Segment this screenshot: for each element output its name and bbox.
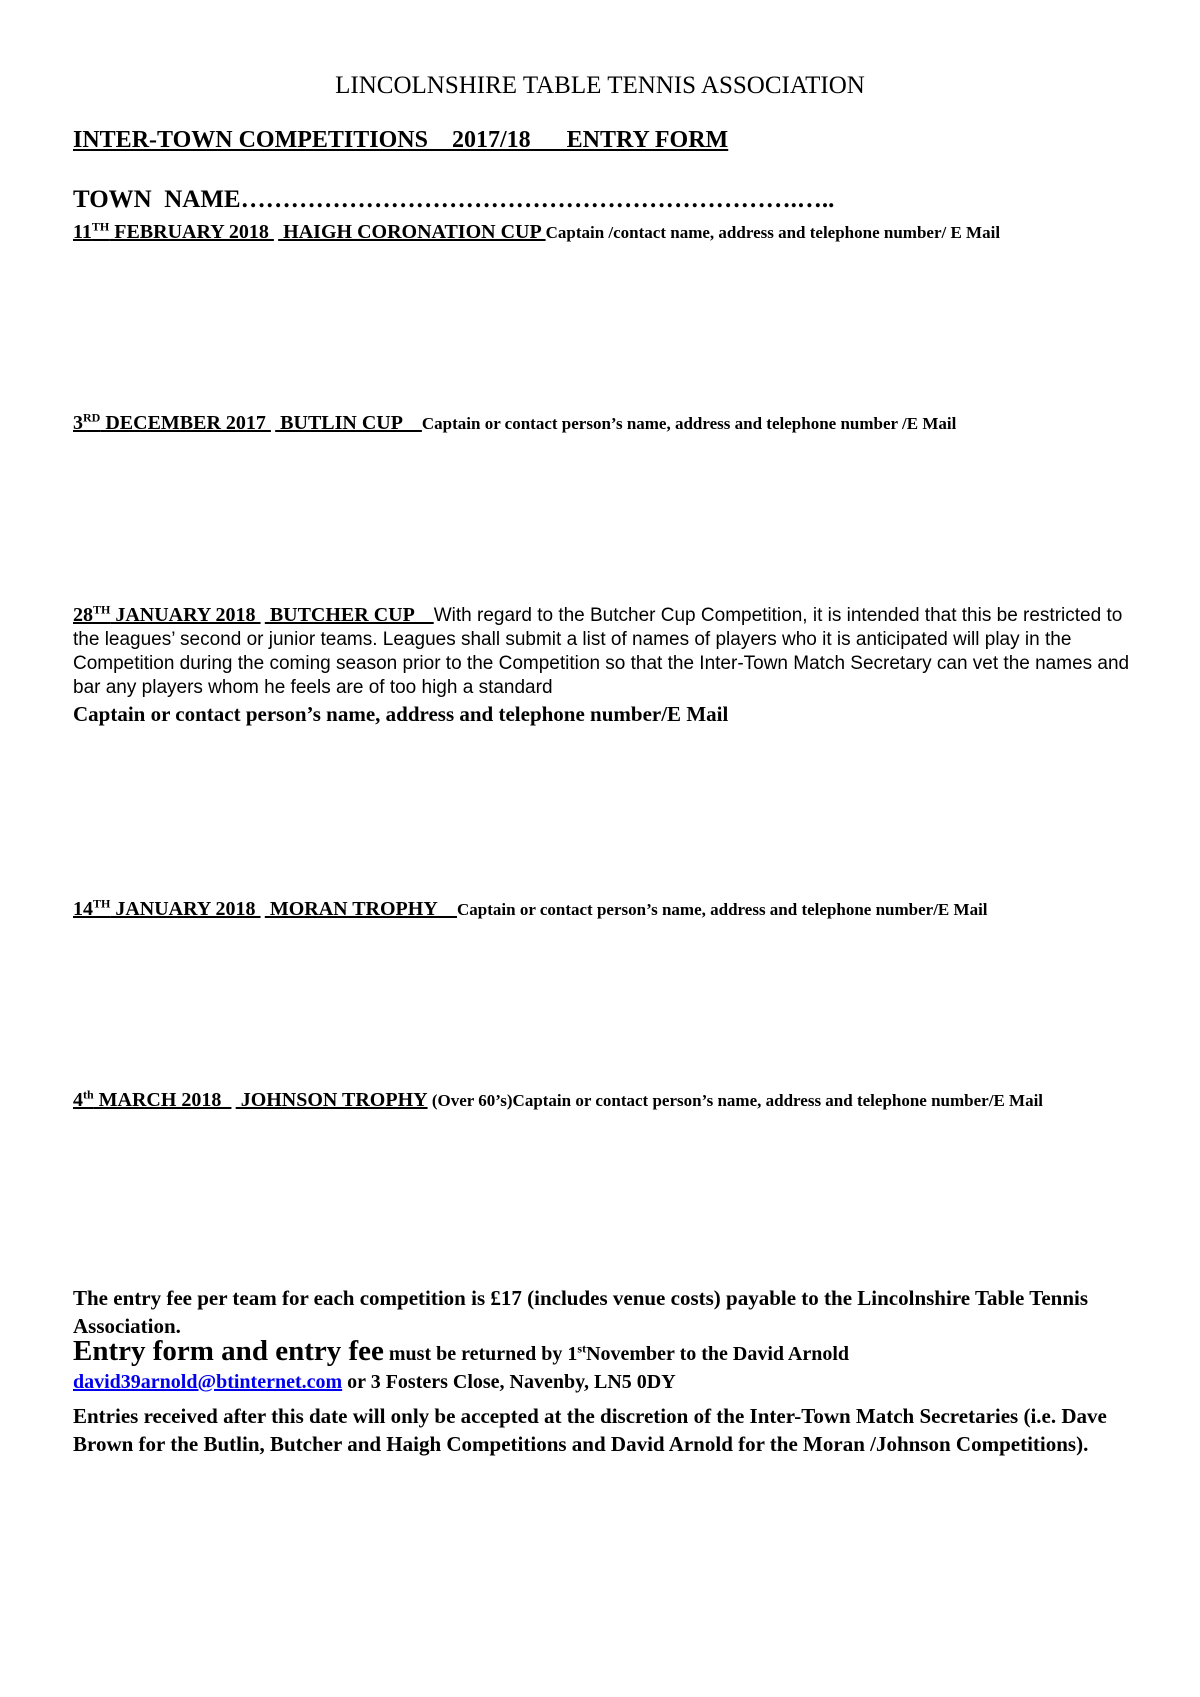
competition-johnson bbox=[73, 1088, 1133, 1113]
competition-name: MORAN TROPHY bbox=[264, 898, 458, 920]
competition-contact-label: Captain or contact person’s name, address and telephone number /E Mail bbox=[421, 414, 957, 433]
competition-name: BUTLIN CUP bbox=[275, 412, 422, 434]
competition-name: JOHNSON TROPHY bbox=[235, 1089, 428, 1111]
competition-name: BUTCHER CUP bbox=[264, 604, 434, 626]
competition-name: HAIGH CORONATION CUP bbox=[278, 221, 546, 243]
competition-description: With regard to the Butcher Cup Competition, it is intended that this be restricted to the leagues’ second or junior teams. Leagues shall submit a list of names of players who it is anticipated will play in the Competition during the coming season prior to the Competition so that the Inter-Town Match Secretary can vet the names and bar any players whom he feels are of too high a standard bbox=[73, 605, 1130, 698]
return-instructions: Entry form and entry fee must be returned by 1stNovember to the David Arnold david39arnold@btinternet.com or 3 Fosters Close, Navenby, LN5 0DY bbox=[73, 1335, 850, 1393]
late-entries-note: Entries received after this date will only be accepted at the discretion of the Inter-Town Match Secretaries (i.e. Dave Brown for the Butlin, Butcher and Haigh Competitions and David Arnold for the Moran /Johnson Competitions). bbox=[73, 1404, 1107, 1456]
email-link[interactable]: david39arnold@btinternet.com bbox=[73, 1371, 343, 1393]
competition-date: 3RD DECEMBER 2017 bbox=[73, 410, 271, 434]
competition-butlin bbox=[73, 411, 1133, 436]
competition-contact-label: (Over 60’s)Captain or contact person’s name, address and telephone number/E Mail bbox=[427, 1091, 1044, 1110]
competition-date: 4th MARCH 2018 bbox=[73, 1087, 232, 1111]
postal-address: or 3 Fosters Close, Navenby, LN5 0DY bbox=[342, 1371, 676, 1393]
competition-date: 11TH FEBRUARY 2018 bbox=[73, 219, 274, 243]
competition-haigh bbox=[73, 220, 1133, 245]
competition-contact-label: Captain /contact name, address and telephone number/ E Mail bbox=[545, 223, 1001, 242]
town-name-field[interactable]: TOWN NAME………………………………………………………….….. bbox=[73, 186, 835, 213]
competition-contact-label: Captain or contact person’s name, address and telephone number/E Mail bbox=[73, 702, 729, 726]
competition-contact-label: Captain or contact person’s name, address and telephone number/E Mail bbox=[457, 900, 988, 919]
page-title: LINCOLNSHIRE TABLE TENNIS ASSOCIATION bbox=[335, 72, 865, 99]
form-subtitle: INTER-TOWN COMPETITIONS 2017/18 ENTRY FORM bbox=[73, 127, 729, 153]
competition-date: 14TH JANUARY 2018 bbox=[73, 896, 261, 920]
return-heading: Entry form and entry fee bbox=[73, 1335, 384, 1367]
entry-fee-note: The entry fee per team for each competition is £17 (includes venue costs) payable to the Lincolnshire Table Tennis Association. bbox=[73, 1286, 1089, 1338]
competition-butcher bbox=[73, 603, 1133, 727]
competition-moran bbox=[73, 897, 1133, 922]
competition-date: 28TH JANUARY 2018 bbox=[73, 602, 261, 626]
